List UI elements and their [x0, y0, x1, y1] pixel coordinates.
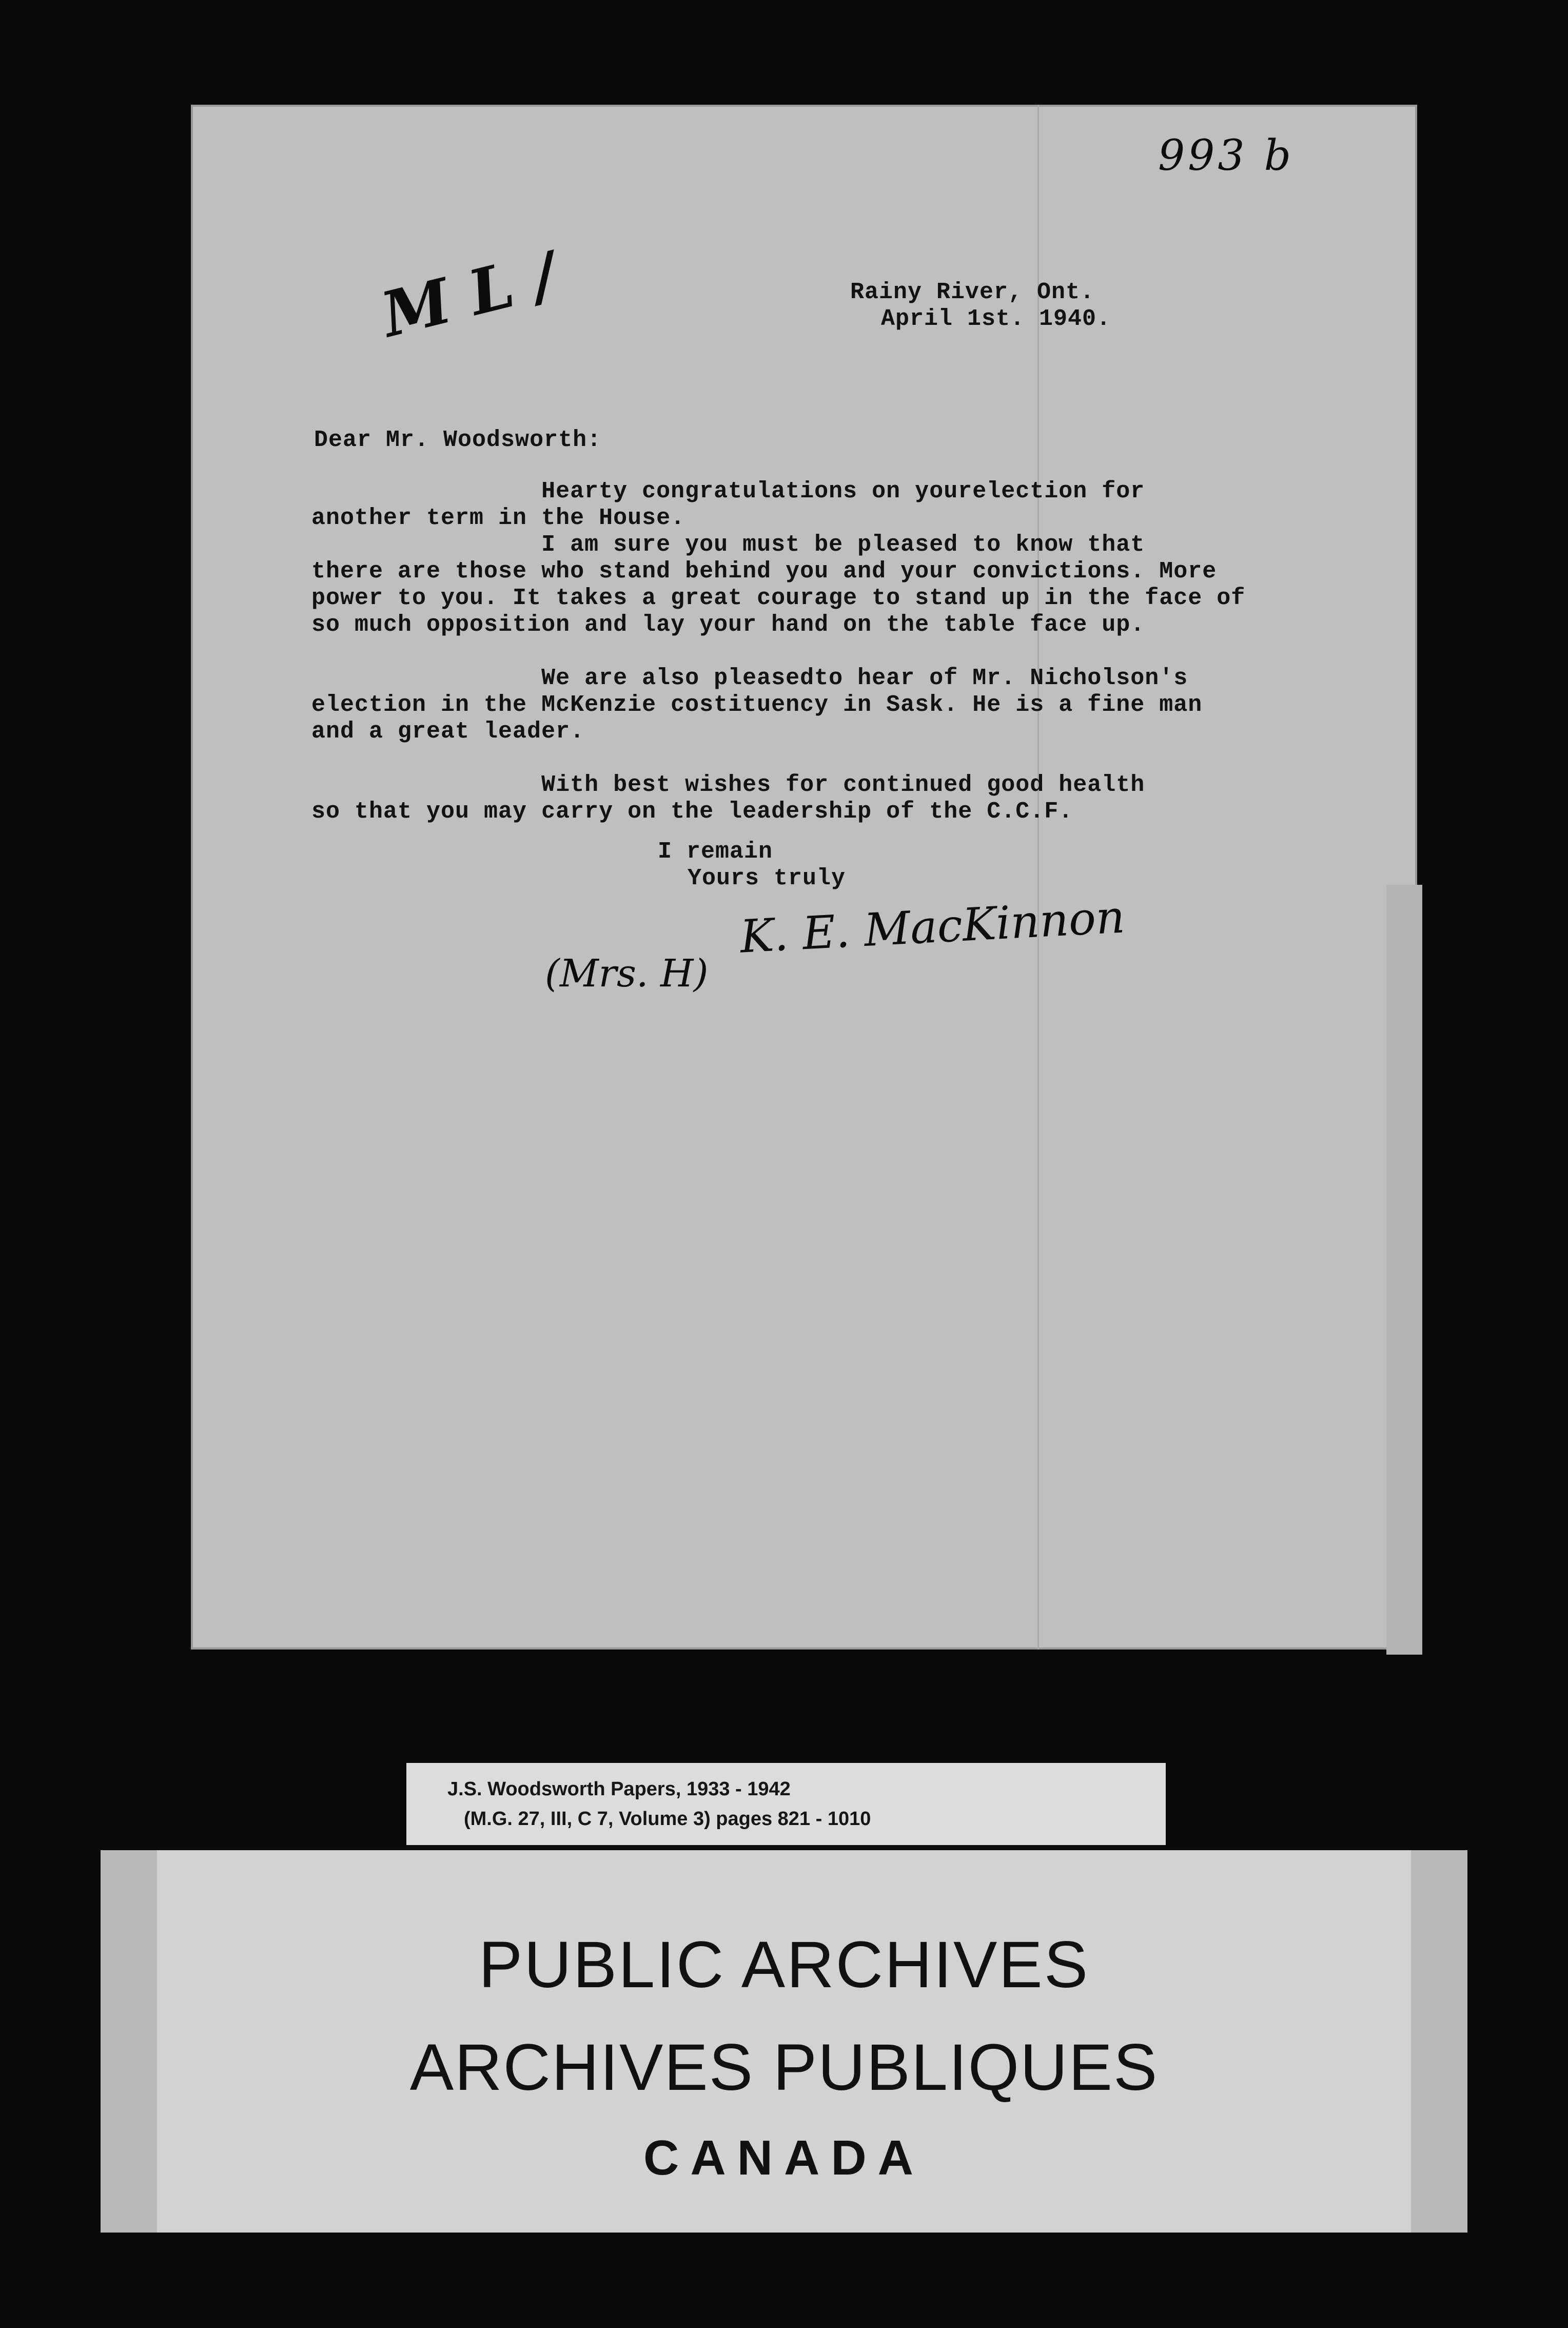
body-line: so much opposition and lay your hand on the table face up.	[311, 612, 1145, 638]
body-line: election in the McKenzie costituency in Sask. He is a fine man	[311, 692, 1203, 718]
archive-card-line-2: ARCHIVES PUBLIQUES	[409, 2031, 1159, 2104]
salutation: Dear Mr. Woodsworth:	[314, 427, 602, 453]
address-line-1: Rainy River, Ont.	[850, 279, 1095, 305]
closing-remain: I remain	[658, 839, 773, 865]
reference-label-line-2: (M.G. 27, III, C 7, Volume 3) pages 821 - 1010	[464, 1808, 871, 1830]
initials-mark: M L /	[375, 238, 564, 352]
closing-yours-truly: Yours truly	[688, 865, 846, 891]
archive-number: 993 b	[1158, 131, 1295, 180]
body-line: I am sure you must be pleased to know that	[311, 532, 1145, 558]
letter-page	[191, 105, 1417, 1650]
body-line: another term in the House.	[311, 505, 685, 531]
archive-card	[101, 1850, 1467, 2233]
address-line-2: April 1st. 1940.	[881, 306, 1111, 332]
reference-label	[406, 1763, 1166, 1845]
fold-line	[1037, 105, 1039, 1650]
archive-card-line-3: CANADA	[643, 2130, 925, 2185]
body-line: so that you may carry on the leadership of the C.C.F.	[311, 799, 1073, 825]
body-line: and a great leader.	[311, 719, 585, 745]
reference-label-line-1: J.S. Woodsworth Papers, 1933 - 1942	[447, 1778, 791, 1800]
body-line: power to you. It takes a great courage to stand up in the face of	[311, 585, 1246, 611]
archive-card-line-1: PUBLIC ARCHIVES	[478, 1928, 1090, 2002]
body-line: We are also pleasedto hear of Mr. Nicholson's	[311, 665, 1188, 691]
body-line: With best wishes for continued good health	[311, 772, 1145, 798]
body-line: there are those who stand behind you and your convictions. More	[311, 558, 1217, 585]
body-line: Hearty congratulations on yourelection for	[311, 478, 1145, 505]
signature: K. E. MacKinnon	[738, 890, 1126, 963]
torn-edge	[1386, 885, 1422, 1655]
handwritten-note: (Mrs. H)	[545, 952, 709, 996]
